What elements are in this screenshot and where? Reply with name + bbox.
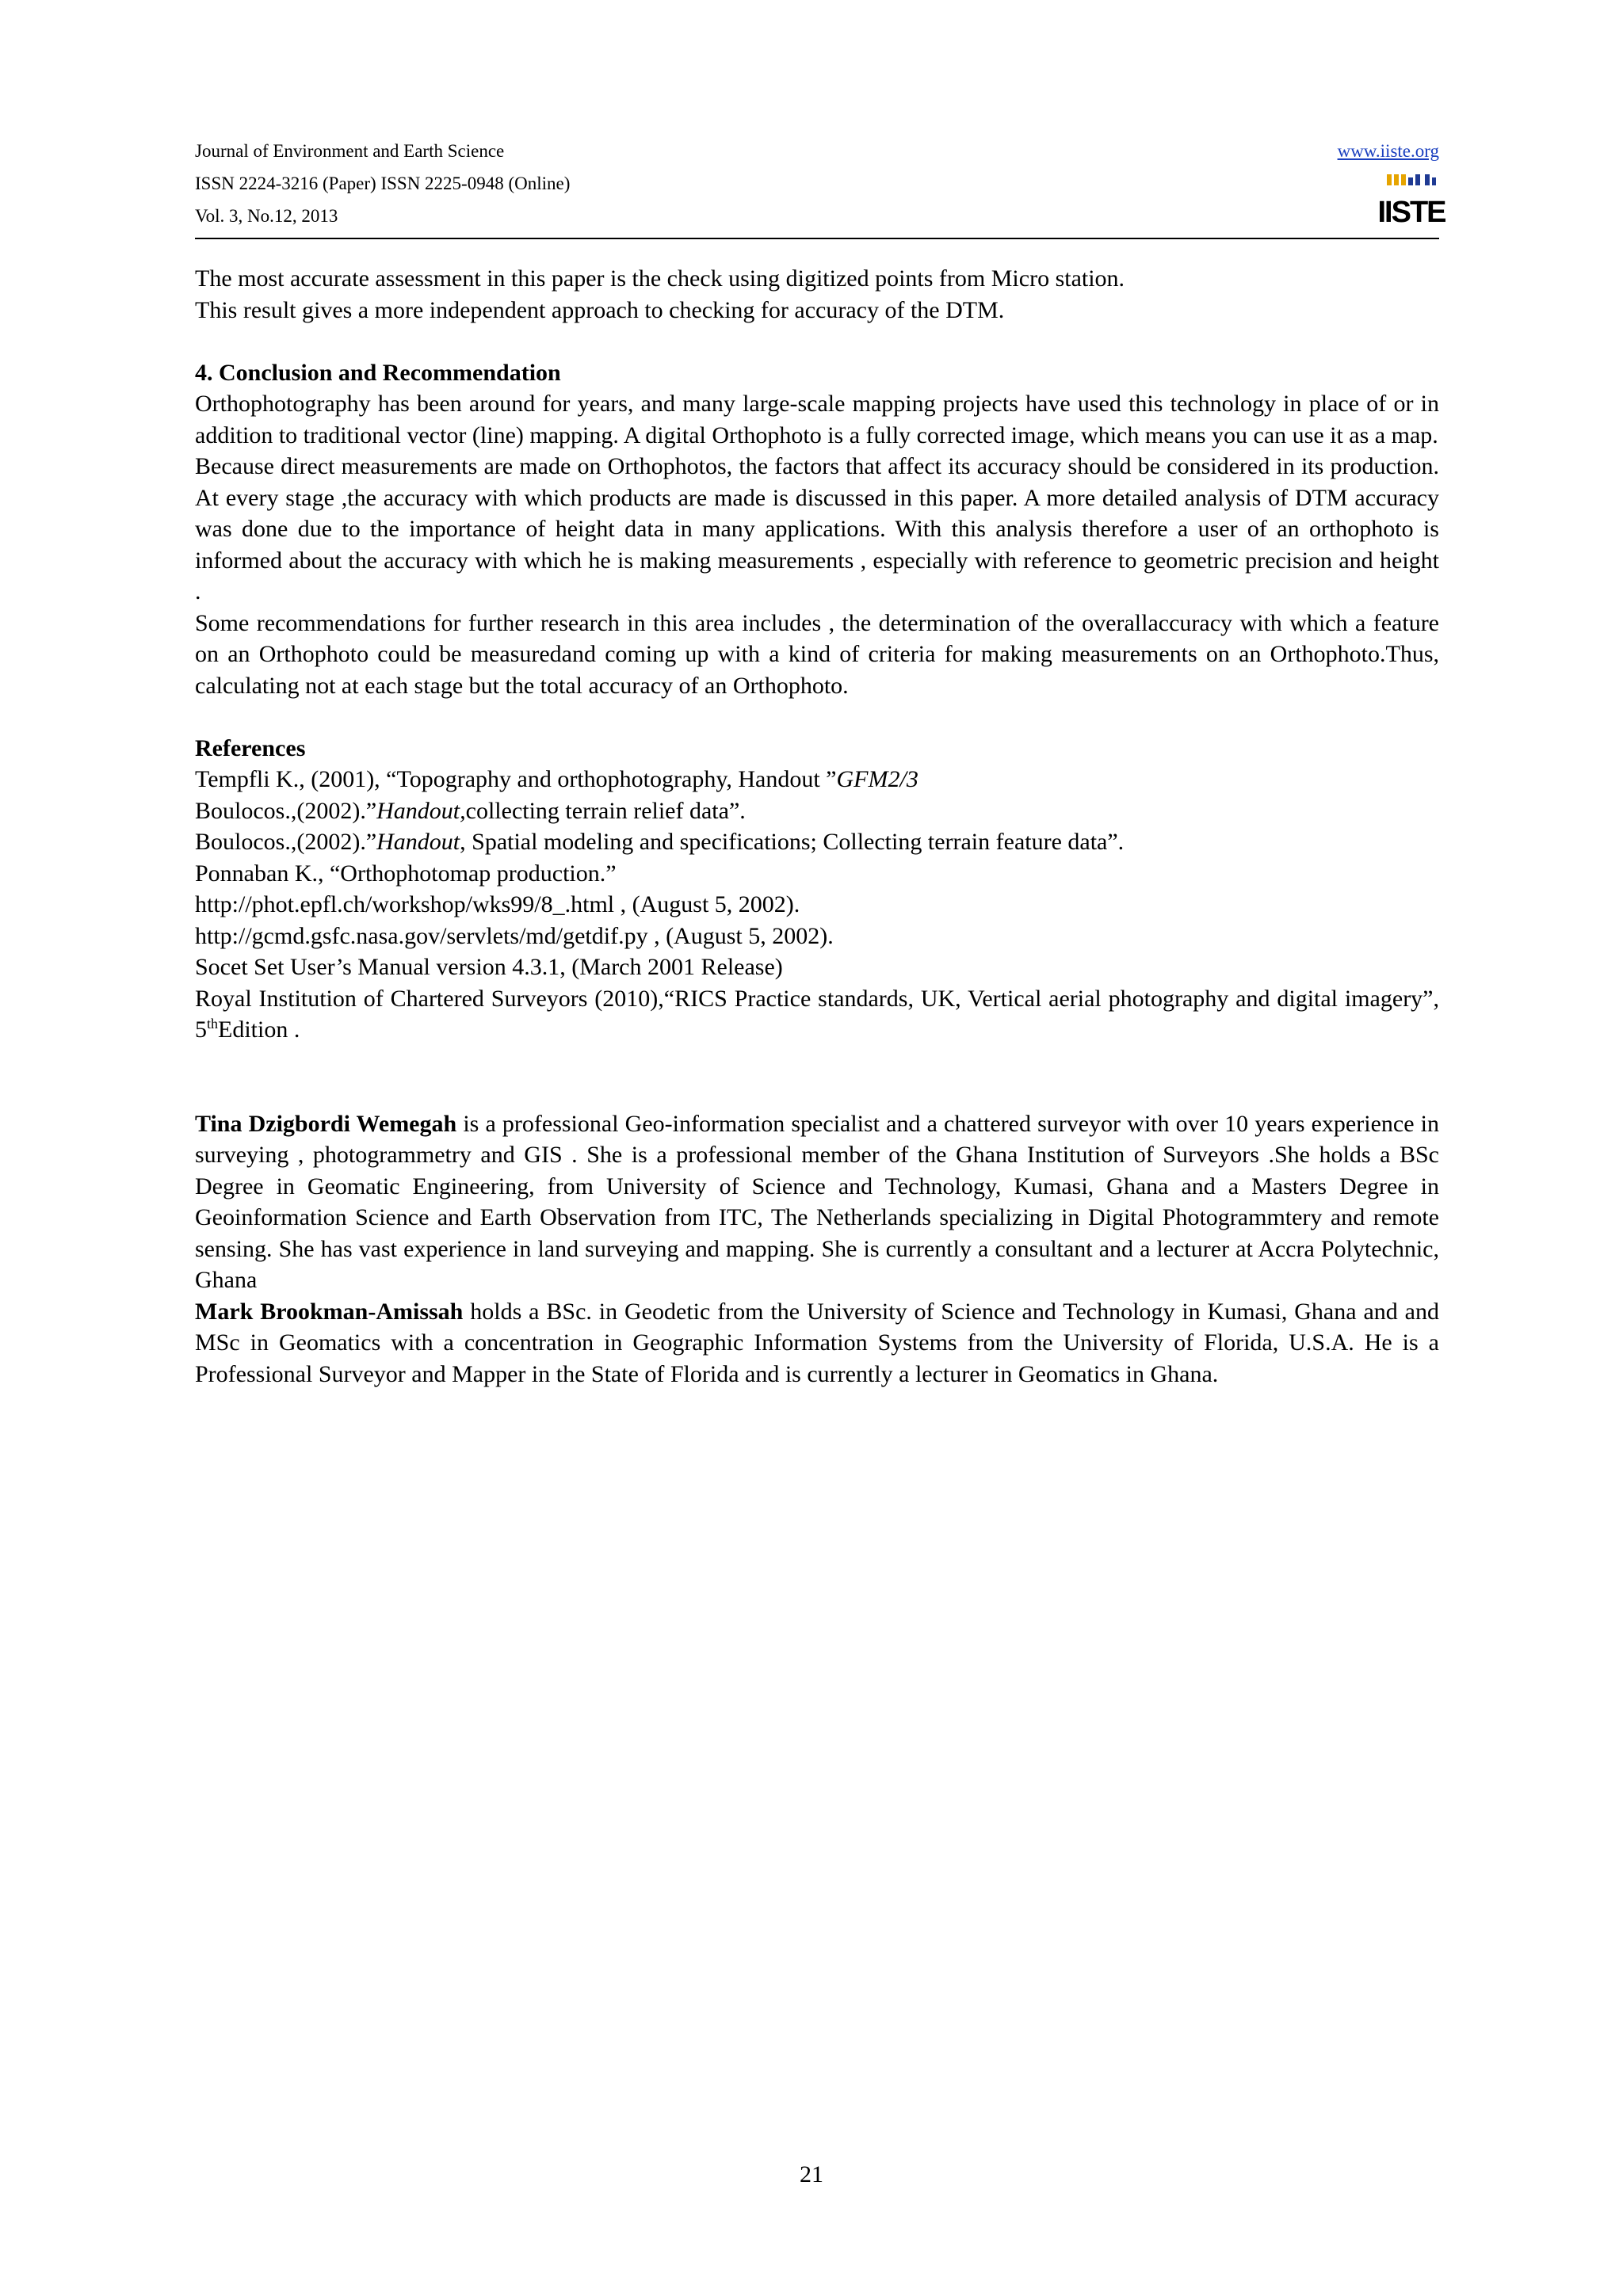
author-name-2: Mark Brookman-Amissah [195, 1298, 464, 1325]
intro-line-2: This result gives a more independent approach to checking for accuracy of the DTM. [195, 296, 1005, 323]
conclusion-paragraph-3: Some recommendations for further research in this area includes , the determination of the overallaccuracy with which a feature on an Orthophoto could be measuredand coming up with a kind of criteria for making measurements on an Orthophoto.Thus, calculating not at each stage but the total accuracy of an Orthophoto. [195, 609, 1439, 699]
journal-title: Journal of Environment and Earth Science [195, 141, 505, 161]
reference-1: Tempfli K., (2001), “Topography and orthophotography, Handout ”GFM2/3 [195, 766, 918, 792]
journal-issn: ISSN 2224-3216 (Paper) ISSN 2225-0948 (Online) [195, 174, 571, 193]
journal-volume: Vol. 3, No.12, 2013 [195, 206, 338, 226]
author-bio-2: Mark Brookman-Amissah holds a BSc. in Geodetic from the University of Science and Technology in Kumasi, Ghana and and MSc in Geomatics with a concentration in Geographic Information Systems from the University of Florida, U.S.A. He is a Professional Surveyor and Mapper in the State of Florida and is currently a lecturer in Geomatics in Ghana. [195, 1298, 1439, 1387]
header-rule [195, 238, 1439, 239]
references-heading: References [195, 734, 306, 761]
iiste-logo-icon [1377, 171, 1445, 229]
logo-text: IISTE [1377, 196, 1445, 229]
page-number: 21 [800, 2161, 823, 2187]
reference-3: Boulocos.,(2002).”Handout, Spatial modeling and specifications; Collecting terrain feature data”. [195, 829, 1125, 855]
reference-4: Ponnaban K., “Orthophotomap production.” [195, 860, 617, 887]
reference-6-link[interactable]: http://gcmd.gsfc.nasa.gov/servlets/md/getdif.py , (August 5, 2002). [195, 922, 834, 949]
reference-2: Boulocos.,(2002).”Handout,collecting terrain relief data”. [195, 797, 746, 824]
reference-5-link[interactable]: http://phot.epfl.ch/workshop/wks99/8_.html , (August 5, 2002). [195, 891, 800, 917]
journal-url-link[interactable]: www.iiste.org [1337, 141, 1439, 161]
intro-line-1: The most accurate assessment in this paper is the check using digitized points from Micro station. [195, 265, 1125, 292]
page-body [195, 263, 1439, 1390]
author-bio-1: Tina Dzigbordi Wemegah is a professional Geo-information specialist and a chattered surveyor with over 10 years experience in surveying , photogrammetry and GIS . She is a professional member of the Ghana Institution of Surveyors .She holds a BSc Degree in Geomatic Engineering, from University of Science and Technology, Kumasi, Ghana and a Masters Degree in Geoinformation Science and Earth Observation from ITC, The Netherlands specializing in Digital Photogrammtery and remote sensing. She has vast experience in land surveying and mapping. She is currently a consultant and a lecturer at Accra Polytechnic, Ghana [195, 1110, 1439, 1293]
author-name-1: Tina Dzigbordi Wemegah [195, 1110, 457, 1137]
conclusion-paragraph-2: Because direct measurements are made on Orthophotos, the factors that affect its accuracy should be considered in its production. At every stage ,the accuracy with which products are made is discussed in this paper. A more detailed analysis of DTM accuracy was done due to the importance of height data in many applications. With this analysis therefore a user of an orthophoto is informed about the accuracy with which he is making measurements , especially with reference to geometric precision and height . [195, 453, 1439, 605]
conclusion-heading: 4. Conclusion and Recommendation [195, 359, 561, 386]
reference-8: Royal Institution of Chartered Surveyors (2010),“RICS Practice standards, UK, Vertical aerial photography and digital imagery”, 5thEdition . [195, 985, 1439, 1043]
conclusion-paragraph-1: Orthophotography has been around for years, and many large-scale mapping projects have used this technology in place of or in addition to traditional vector (line) mapping. A digital Orthophoto is a fully corrected image, which means you can use it as a map. [195, 391, 1439, 448]
journal-meta [195, 135, 570, 232]
reference-7: Socet Set User’s Manual version 4.3.1, (March 2001 Release) [195, 954, 783, 980]
